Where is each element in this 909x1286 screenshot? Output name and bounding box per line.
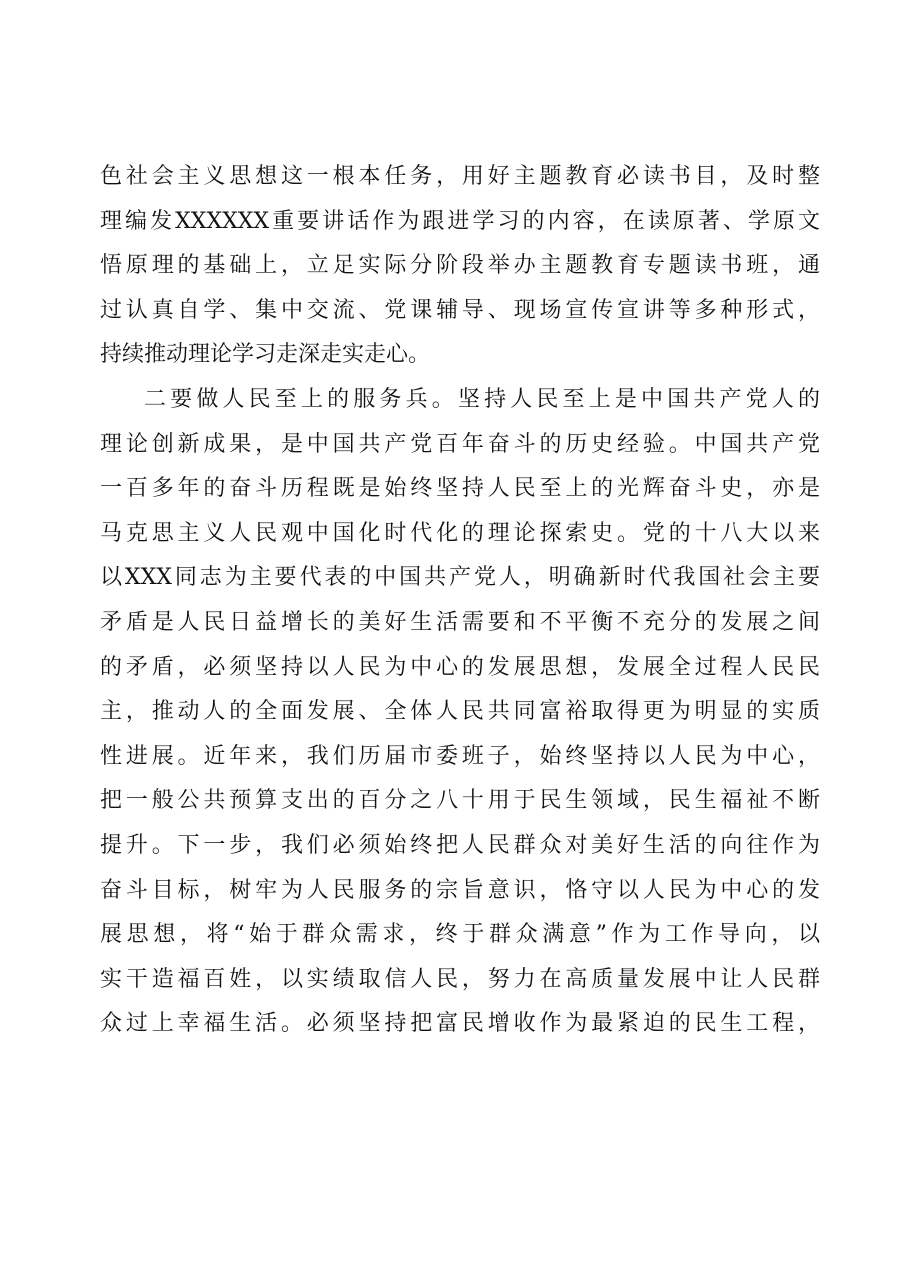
text-line: 实干造福百姓，以实绩取信人民，努力在高质量发展中让人民群 xyxy=(100,966,820,992)
document-body xyxy=(100,155,820,1047)
text-line: 把一般公共预算支出的百分之八十用于民生领域，民生福祉不断 xyxy=(100,788,820,814)
text-line: 理论创新成果，是中国共产党百年奋斗的历史经验。中国共产党 xyxy=(100,431,820,457)
text-line: 马克思主义人民观中国化时代化的理论探索史。党的十八大以来 xyxy=(100,520,820,546)
text-line: 理编发XXXXXX重要讲话作为跟进学习的内容，在读原著、学原文 xyxy=(100,208,820,234)
text-line: 展思想，将“始于群众需求，终于群众满意”作为工作导向，以 xyxy=(100,922,820,948)
text-line: 主，推动人的全面发展、全体人民共同富裕取得更为明显的实质 xyxy=(100,699,820,725)
text-line: 一百多年的奋斗历程既是始终坚持人民至上的光辉奋斗史，亦是 xyxy=(100,476,820,502)
text-line: 的矛盾，必须坚持以人民为中心的发展思想，发展全过程人民民 xyxy=(100,654,820,680)
text-line: 矛盾是人民日益增长的美好生活需要和不平衡不充分的发展之间 xyxy=(100,609,820,635)
text-line: 过认真自学、集中交流、党课辅导、现场宣传宣讲等多种形式， xyxy=(100,297,820,323)
text-line: 以XXX同志为主要代表的中国共产党人，明确新时代我国社会主要 xyxy=(100,565,820,591)
text-line: 提升。下一步，我们必须始终把人民群众对美好生活的向往作为 xyxy=(100,832,820,858)
paragraph-start-line: 二要做人民至上的服务兵。坚持人民至上是中国共产党人的 xyxy=(144,386,820,412)
text-line: 众过上幸福生活。必须坚持把富民增收作为最紧迫的民生工程， xyxy=(100,1011,820,1037)
text-line: 色社会主义思想这一根本任务，用好主题教育必读书目，及时整 xyxy=(100,164,820,189)
text-line: 性进展。近年来，我们历届市委班子，始终坚持以人民为中心， xyxy=(100,743,820,769)
text-line: 悟原理的基础上，立足实际分阶段举办主题教育专题读书班，通 xyxy=(100,253,820,279)
text-line: 奋斗目标，树牢为人民服务的宗旨意识，恪守以人民为中心的发 xyxy=(100,877,820,903)
paragraph-end-line: 持续推动理论学习走深走实走心。 xyxy=(100,342,431,368)
